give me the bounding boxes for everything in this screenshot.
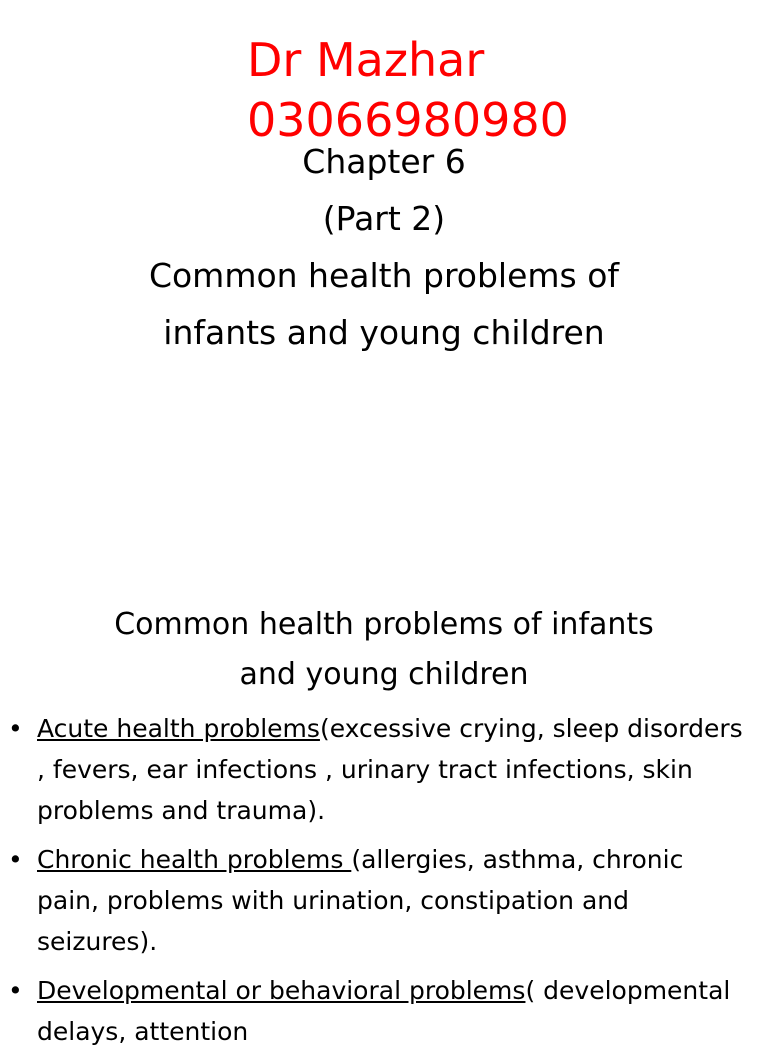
heading-line: and young children [239, 657, 529, 692]
bullet-term: Developmental or behavioral problems [37, 976, 526, 1005]
bullet-term: Chronic health problems [37, 845, 352, 874]
watermark-name: Dr Mazhar [247, 33, 485, 87]
watermark [247, 30, 569, 150]
bullet-item [0, 708, 768, 831]
bullet-text: ( developmental delays, attention [37, 976, 731, 1046]
slide-title [0, 133, 768, 361]
bullet-text: (excessive crying, sleep disorders , fevers, ear infections , urinary tract infections, skin problems and trauma). [37, 714, 743, 825]
title-line: (Part 2) [322, 199, 446, 238]
bullet-term: Acute health problems [37, 714, 320, 743]
title-line: infants and young children [163, 313, 605, 352]
bullet-dot-icon: • [8, 976, 23, 1005]
bullet-text: (allergies, asthma, chronic pain, problems with urination, constipation and seizures). [37, 845, 684, 956]
bullet-item [0, 839, 768, 962]
title-line: Chapter 6 [302, 142, 466, 181]
title-line: Common health problems of [148, 256, 620, 295]
bullet-item [0, 970, 768, 1052]
bullet-dot-icon: • [8, 845, 23, 874]
watermark-phone: 03066980980 [247, 93, 569, 147]
bullet-list [0, 708, 768, 1060]
bullet-dot-icon: • [8, 714, 23, 743]
heading-line: Common health problems of infants [114, 607, 654, 642]
content-slide [0, 576, 768, 1046]
slide-heading [0, 600, 768, 700]
